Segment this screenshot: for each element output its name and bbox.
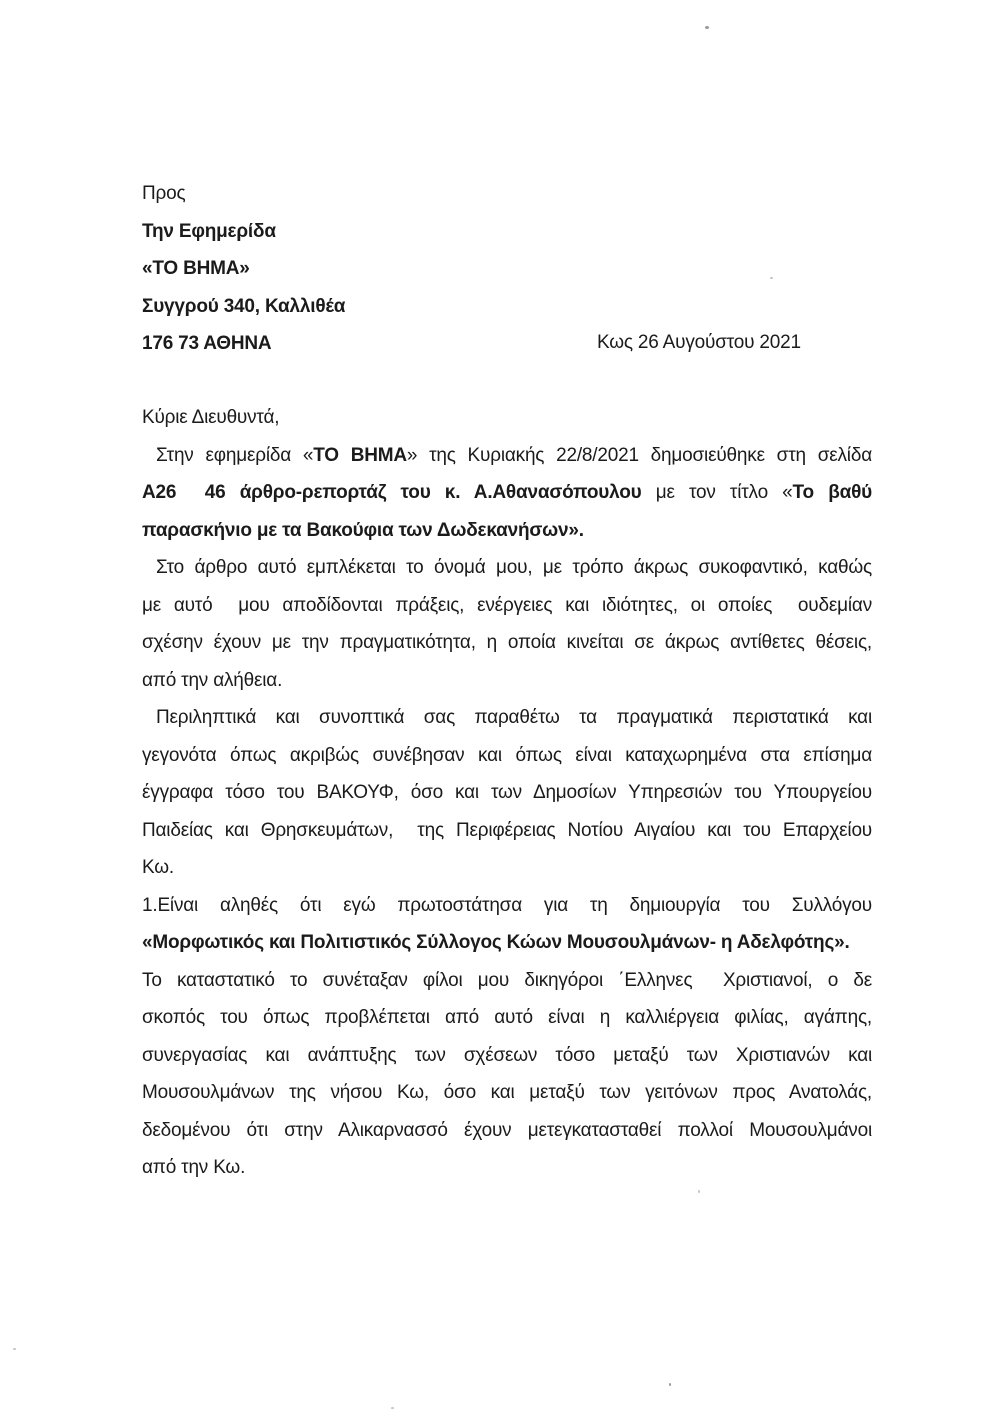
letter-line <box>142 399 872 437</box>
scan-speck <box>770 277 773 279</box>
letter-text-bold: «Μορφωτικός και Πολιτιστικός Σύλλογος Κώων Μουσουλμάνων- η Αδελφότης». <box>142 932 850 953</box>
letter-text: Μουσουλμάνων της νήσου Κω, όσο και μεταξύ των γειτόνων προς Ανατολάς, <box>142 1082 872 1103</box>
recipient-line: Προς <box>142 183 186 204</box>
recipient-line: Την Εφημερίδα <box>142 220 276 242</box>
dateline: Κως 26 Αυγούστου 2021 <box>597 332 801 353</box>
letter-line <box>142 549 872 587</box>
letter-text: έγγραφα τόσο του ΒΑΚΟΥΦ, όσο και των Δημοσίων Υπηρεσιών του Υπουργείου <box>142 782 872 803</box>
letter-line <box>142 587 872 625</box>
letter-line <box>142 437 872 475</box>
letter-line <box>142 474 872 512</box>
letter-line <box>142 512 872 550</box>
letter-line <box>142 774 872 812</box>
letter-line <box>142 662 872 700</box>
letter-text: Στο άρθρο αυτό εμπλέκεται το όνομά μου, με τρόπο άκρως συκοφαντικό, καθώς <box>156 557 872 578</box>
letter-text: Παιδείας και Θρησκευμάτων, της Περιφέρειας Νοτίου Αιγαίου και του Επαρχείου <box>142 819 872 841</box>
letter-line <box>142 849 872 887</box>
letter-line <box>142 737 872 775</box>
letter-text: με τον τίτλο « <box>641 482 793 503</box>
letter-line <box>142 1074 872 1112</box>
letter-text: Το καταστατικό το συνέταξαν φίλοι μου δικηγόροι ΄Ελληνες Χριστιανοί, ο δε <box>142 969 872 991</box>
letter-line <box>142 699 872 737</box>
scan-speck <box>669 1383 671 1386</box>
letter-text: δεδομένου ότι στην Αλικαρνασσό έχουν μετεγκατασταθεί πολλοί Μουσουλμάνοι <box>142 1119 872 1141</box>
letter-line <box>142 1037 872 1075</box>
letter-text: σκοπός του όπως προβλέπεται από αυτό είναι η καλλιέργεια φιλίας, αγάπης, <box>142 1007 872 1028</box>
letter-text: Στην εφημερίδα « <box>156 444 314 466</box>
letter-text: » της Κυριακής 22/8/2021 δημοσιεύθηκε στη σελίδα <box>406 444 872 466</box>
scan-speck <box>698 1190 700 1193</box>
scan-speck <box>391 1407 394 1409</box>
letter-text: σχέσην έχουν με την πραγματικότητα, η οποία κινείται σε άκρως αντίθετες θέσεις, <box>142 632 872 653</box>
recipient-line: 176 73 ΑΘΗΝΑ <box>142 333 272 354</box>
letter-line <box>142 962 872 1000</box>
letter-text: Κύριε Διευθυντά, <box>142 407 280 428</box>
letter-text: από την αλήθεια. <box>142 669 283 691</box>
letter-text: γεγονότα όπως ακριβώς συνέβησαν και όπως είναι καταχωρημένα στα επίσημα <box>142 744 872 766</box>
letter-text: Περιληπτικά και συνοπτικά σας παραθέτω τα πραγματικά περιστατικά και <box>156 707 872 728</box>
recipient-block <box>142 175 345 363</box>
letter-text-bold: παρασκήνιο με τα Βακούφια των Δωδεκανήσων». <box>142 519 584 541</box>
letter-line <box>142 1112 872 1150</box>
letter-line <box>142 812 872 850</box>
letter-text: συνεργασίας και ανάπτυξης των σχέσεων τόσο μεταξύ των Χριστιανών και <box>142 1044 872 1066</box>
recipient-line: Συγγρού 340, Καλλιθέα <box>142 295 346 317</box>
letter-line <box>142 624 872 662</box>
scan-speck <box>705 26 709 29</box>
letter-text: Κω. <box>142 857 174 878</box>
letter-line <box>142 887 872 925</box>
letter-body <box>142 399 872 1187</box>
letter-line <box>142 999 872 1037</box>
letter-text-bold: Το βαθύ <box>792 482 872 503</box>
letter-text-bold: ΤΟ ΒΗΜΑ <box>313 444 407 466</box>
letter-line <box>142 1149 872 1187</box>
letter-text: 1.Είναι αληθές ότι εγώ πρωτοστάτησα για τη δημιουργία του Συλλόγου <box>142 894 872 916</box>
letter-line <box>142 924 872 962</box>
scan-speck <box>13 1348 16 1350</box>
letter-text: με αυτό μου αποδίδονται πράξεις, ενέργειες και ιδιότητες, οι οποίες ουδεμίαν <box>142 594 872 616</box>
letter-text-bold: Α26 46 άρθρο-ρεπορτάζ του κ. Α.Αθανασόπουλου <box>142 482 642 503</box>
letter-text: από την Κω. <box>142 1157 246 1178</box>
recipient-line: «ΤΟ ΒΗΜΑ» <box>142 258 250 279</box>
